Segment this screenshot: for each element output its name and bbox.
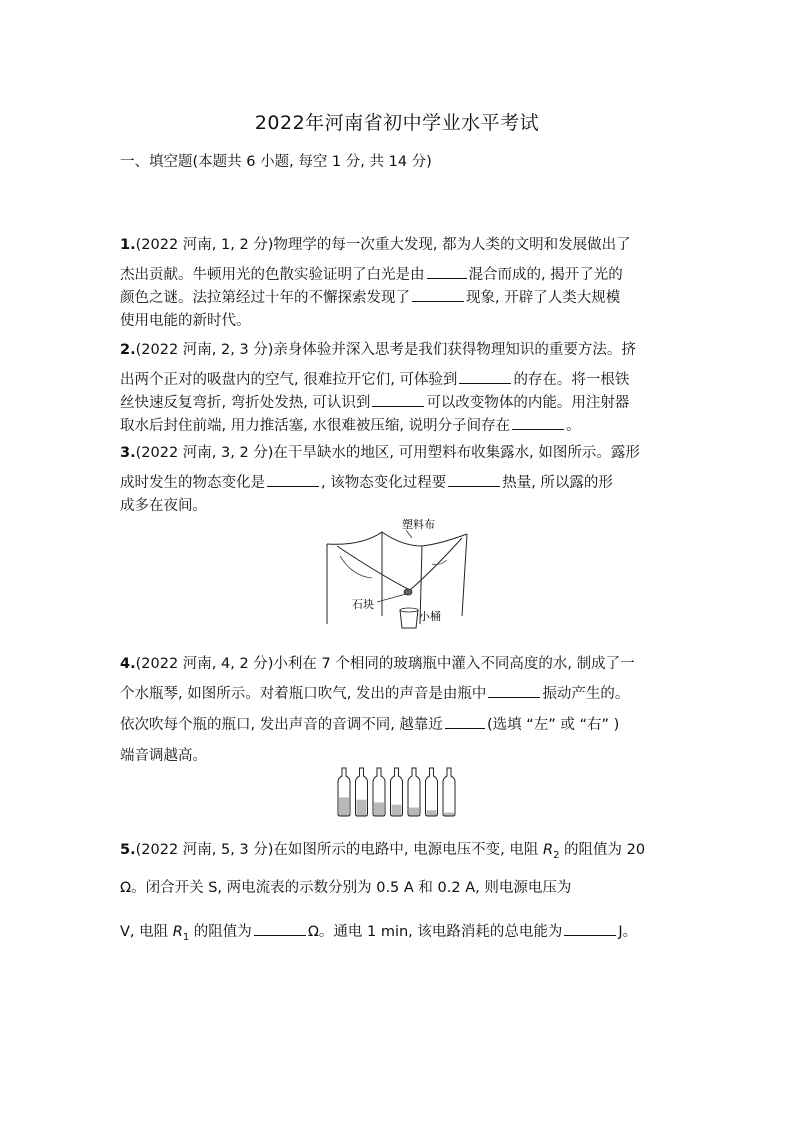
q4-line-2: 个水瓶琴, 如图所示。对着瓶口吹气, 发出的声音是由瓶中 振动产生的。 bbox=[120, 682, 629, 703]
q4-line-4: 端音调越高。 bbox=[120, 748, 207, 764]
water-level bbox=[427, 810, 437, 816]
q5-line-1: 5.(2022 河南, 5, 3 分)在如图所示的电路中, 电源电压不变, 电阻 $R_2$ 的阻值为 20 bbox=[120, 842, 646, 861]
water-level bbox=[339, 797, 349, 816]
water-level bbox=[392, 805, 402, 816]
bottle bbox=[373, 768, 385, 816]
q5-line-3: V, 电阻 $R_1$ 的阻值为 Ω。通电 1 min, 该电路消耗的总电能为 J。 bbox=[120, 920, 637, 943]
answer-blank[interactable] bbox=[512, 415, 564, 430]
answer-blank[interactable] bbox=[459, 369, 511, 384]
q2-line-2: 出两个正对的吸盘内的空气, 很难拉开它们, 可体验到 的存在。将一根铁 bbox=[120, 368, 629, 389]
q1-line-4: 使用电能的新时代。 bbox=[120, 313, 251, 329]
answer-blank[interactable] bbox=[412, 287, 464, 302]
water-bottles-figure bbox=[336, 766, 460, 818]
q4-line-1: 4.(2022 河南, 4, 2 分)小利在 7 个相同的玻璃瓶中灌入不同高度的水, 制成了一 bbox=[120, 656, 635, 672]
water-level bbox=[374, 802, 384, 816]
bottle bbox=[356, 768, 368, 816]
answer-blank[interactable] bbox=[254, 921, 306, 936]
bottle bbox=[408, 768, 420, 816]
answer-blank[interactable] bbox=[445, 714, 485, 729]
answer-blank[interactable] bbox=[488, 683, 540, 698]
answer-blank[interactable] bbox=[267, 472, 319, 487]
label-small-bucket: 小桶 bbox=[419, 610, 441, 623]
q2-line-3: 丝快速反复弯折, 弯折处发热, 可认识到 可以改变物体的内能。用注射器 bbox=[120, 391, 629, 412]
water-level bbox=[357, 800, 367, 816]
bottle-outline bbox=[443, 768, 455, 816]
q1-line-1: 1.(2022 河南, 1, 2 分)物理学的每一次重大发现, 都为人类的文明和发展做出了 bbox=[120, 237, 631, 253]
q5-line-2: Ω。闭合开关 S, 两电流表的示数分别为 0.5 A 和 0.2 A, 则电源电压为 bbox=[120, 880, 572, 896]
q3-line-1: 3.(2022 河南, 3, 2 分)在干旱缺水的地区, 可用塑料布收集露水, 如图所示。露形 bbox=[120, 445, 640, 461]
dew-collection-diagram bbox=[322, 516, 472, 632]
bottle bbox=[443, 768, 455, 816]
dew-collection-figure bbox=[322, 516, 472, 632]
bottle-outline bbox=[426, 768, 438, 816]
section-heading: 一、填空题(本题共 6 小题, 每空 1 分, 共 14 分) bbox=[120, 154, 432, 170]
bottle bbox=[338, 768, 350, 816]
q2-line-4: 取水后封住前端, 用力推活塞, 水很难被压缩, 说明分子间存在 。 bbox=[120, 414, 581, 435]
bottle bbox=[391, 768, 403, 816]
q4-line-3: 依次吹每个瓶的瓶口, 发出声音的音调不同, 越靠近 (选填 “左” 或 “右” ) bbox=[120, 713, 619, 734]
water-level bbox=[444, 813, 454, 816]
q3-line-3: 成多在夜间。 bbox=[120, 498, 207, 514]
answer-blank[interactable] bbox=[448, 472, 500, 487]
water-bottles-diagram bbox=[336, 766, 460, 818]
q1-line-3: 颜色之谜。法拉第经过十年的不懈探索发现了 现象, 开辟了人类大规模 bbox=[120, 286, 620, 307]
answer-blank[interactable] bbox=[427, 264, 467, 279]
water-level bbox=[409, 808, 419, 817]
label-stone: 石块 bbox=[352, 598, 374, 611]
answer-blank[interactable] bbox=[564, 921, 616, 936]
bottle bbox=[426, 768, 438, 816]
label-plastic-cloth: 塑料布 bbox=[402, 518, 435, 531]
q1-line-2: 杰出贡献。牛顿用光的色散实验证明了白光是由 混合而成的, 揭开了光的 bbox=[120, 263, 623, 284]
answer-blank[interactable] bbox=[372, 392, 424, 407]
page-title: 2022年河南省初中学业水平考试 bbox=[254, 112, 540, 134]
q3-line-2: 成时发生的物态变化是 , 该物态变化过程要 热量, 所以露的形 bbox=[120, 471, 613, 492]
q2-line-1: 2.(2022 河南, 2, 3 分)亲身体验并深入思考是我们获得物理知识的重要方法。挤 bbox=[120, 342, 636, 358]
